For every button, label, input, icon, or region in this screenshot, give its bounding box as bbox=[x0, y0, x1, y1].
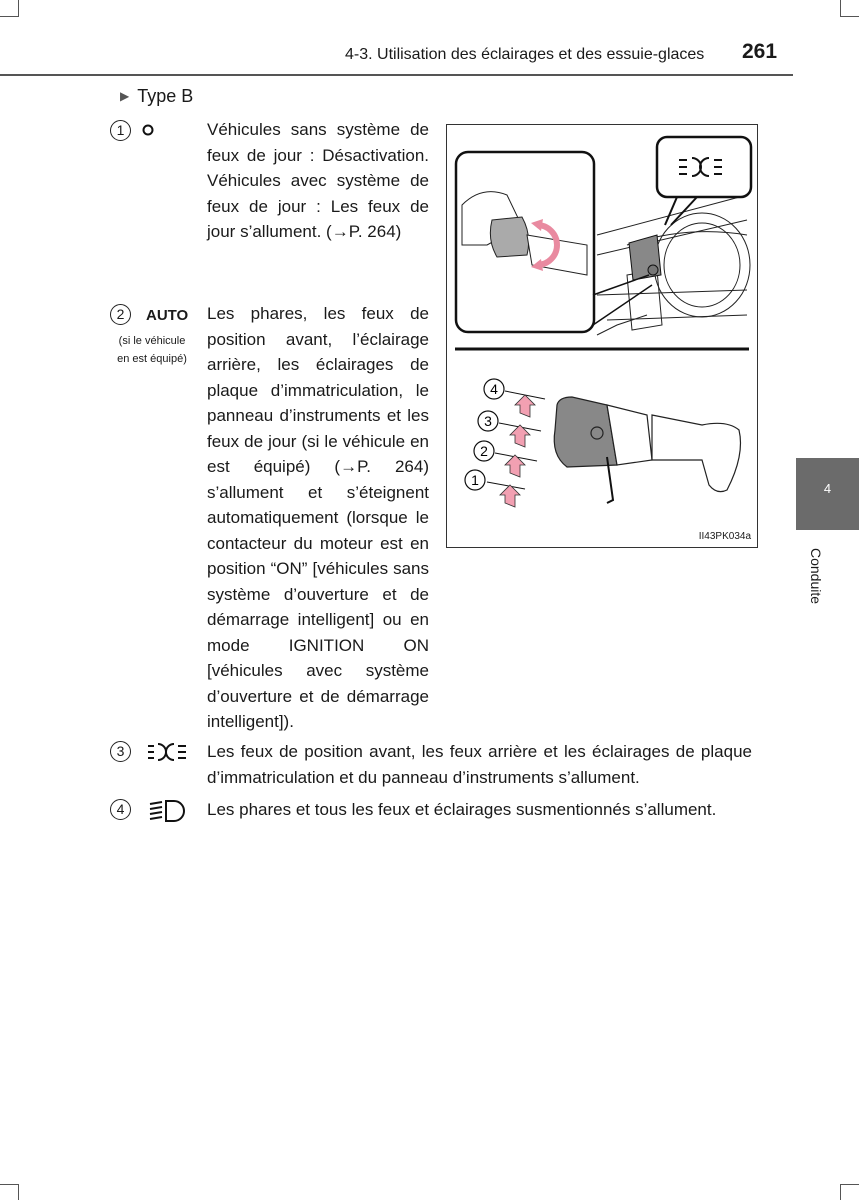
figure-code: II43PK034a bbox=[698, 531, 751, 542]
crop-mark bbox=[0, 16, 18, 17]
crop-mark bbox=[840, 1184, 841, 1200]
triangle-bullet-icon: ▶ bbox=[120, 89, 130, 103]
item-number: 1 bbox=[110, 120, 131, 141]
section-title: 4-3. Utilisation des éclairages et des essuie-glaces bbox=[345, 46, 705, 63]
chapter-label-box bbox=[796, 540, 830, 610]
header-rule bbox=[0, 74, 793, 76]
crop-mark bbox=[841, 1184, 859, 1185]
item-number: 2 bbox=[110, 304, 131, 325]
item-4-text: Les phares et tous les feux et éclairages susmentionnés s’allument. bbox=[207, 800, 717, 819]
crop-mark bbox=[0, 1184, 18, 1185]
crop-mark bbox=[840, 0, 841, 17]
item-3-text: Les feux de position avant, les feux arrière et les éclairages de plaque d’immatriculation et du panneau d’instruments s’allument. bbox=[207, 742, 752, 787]
off-circle-icon bbox=[141, 123, 155, 137]
auto-label: AUTO bbox=[146, 307, 189, 324]
headlamp-icon bbox=[148, 799, 188, 823]
item-number: 4 bbox=[110, 799, 131, 820]
item-2-text: Les phares, les feux de position avant, l’éclairage arrière, les éclairages de plaque d’immatriculation, le panneau d’instruments et les feux de jour (si le véhicule en est équipé) (→P. 264) s’allument et s’éteignent automatiquement (lorsque le contacteur du moteur est en position “ON” [véhicules sans système d’ouverture et de démarrage intelligent] ou en mode IGNITION ON [véhicules avec système d’ouverture et de démarrage intelligent]). bbox=[207, 304, 429, 731]
callout-4: 4 bbox=[490, 381, 498, 397]
crop-mark bbox=[18, 1184, 19, 1200]
chapter-tab bbox=[796, 458, 859, 530]
illustration bbox=[446, 124, 758, 548]
equipment-note: (si le véhicule en est équipé) bbox=[117, 335, 187, 365]
position-lamp-icon bbox=[146, 742, 188, 762]
item-number: 3 bbox=[110, 741, 131, 762]
chapter-number: 4 bbox=[823, 481, 832, 496]
chapter-label: Conduite bbox=[808, 547, 825, 605]
callout-3: 3 bbox=[484, 413, 492, 429]
type-heading bbox=[120, 86, 193, 107]
crop-mark bbox=[18, 0, 19, 17]
type-label: Type B bbox=[137, 86, 194, 106]
item-1-text: Véhicules sans système de feux de jour : Désactivation. Véhicules avec système de feux de jour : Les feux de jour s’allument. (→P. 264) bbox=[207, 120, 429, 241]
callout-1: 1 bbox=[471, 472, 479, 488]
crop-mark bbox=[841, 16, 859, 17]
callout-2: 2 bbox=[480, 443, 488, 459]
page-number: 261 bbox=[742, 40, 778, 63]
light-switch-illustration bbox=[447, 125, 757, 547]
